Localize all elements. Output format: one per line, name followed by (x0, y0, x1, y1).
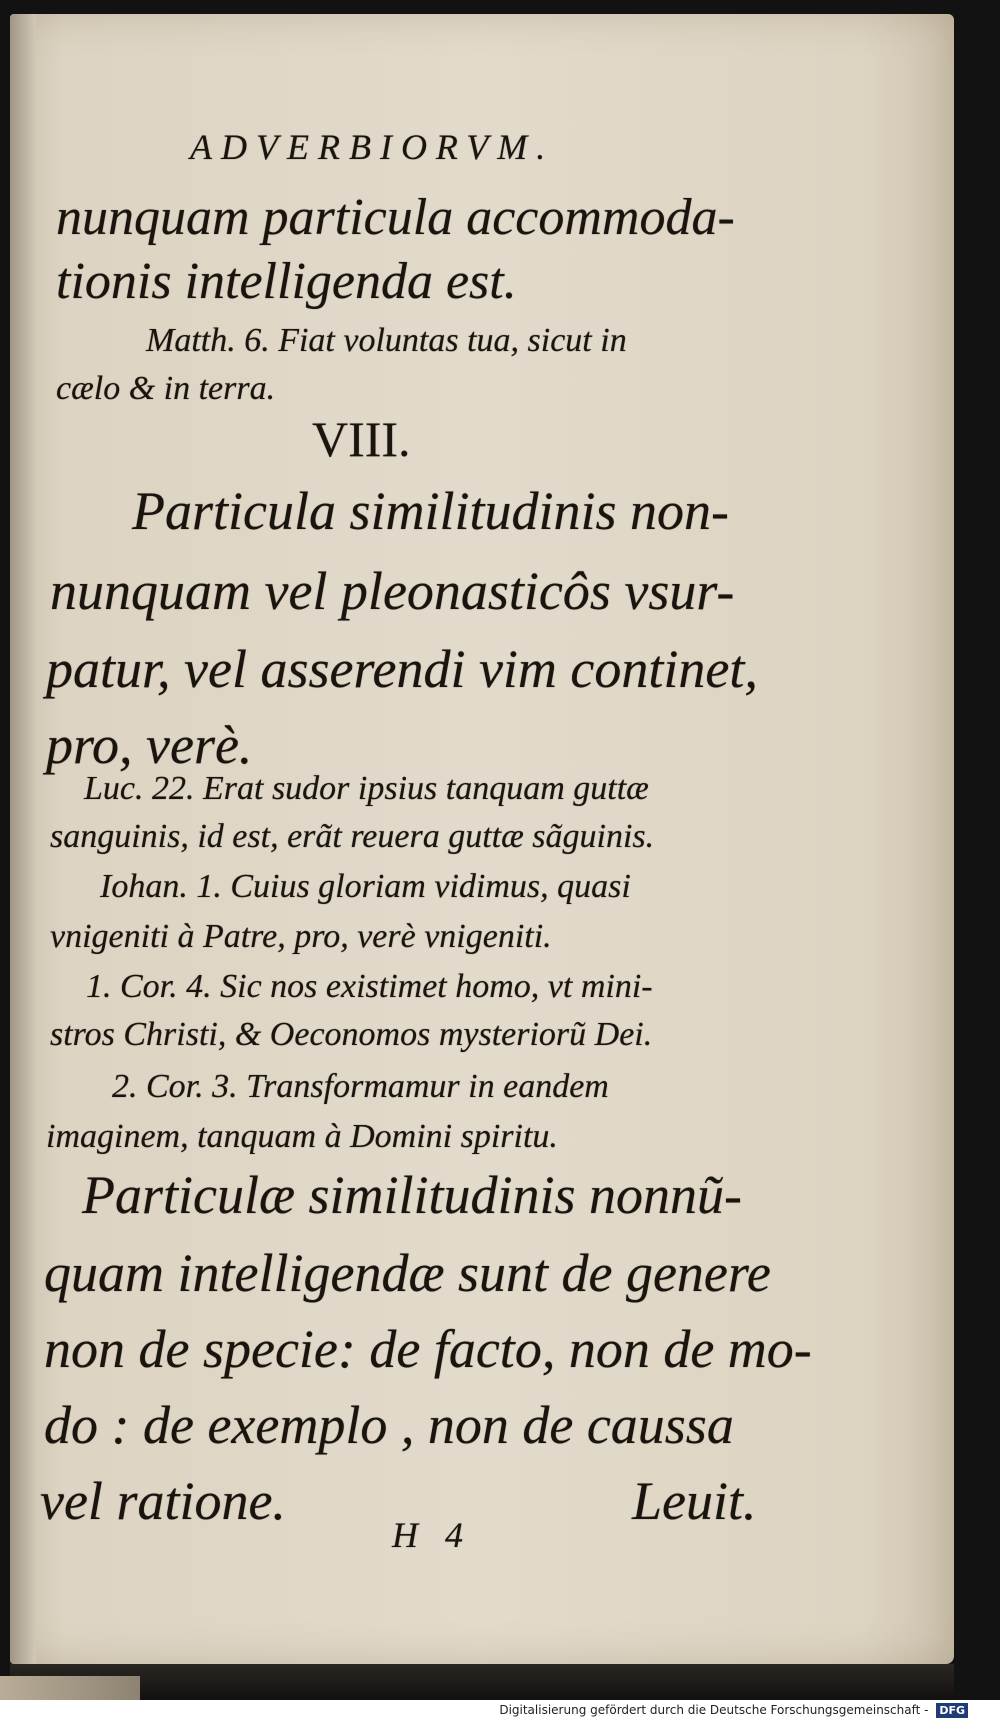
text-line: vel ratione. (40, 1471, 286, 1531)
text-line: non de specie: de facto, non de mo- (44, 1319, 812, 1379)
running-head: ADVERBIORVM. (190, 127, 555, 167)
text-line: nunquam vel pleonasticôs vsur- (50, 561, 735, 621)
signature-mark: H 4 (392, 1515, 463, 1555)
text-line: stros Christi, & Oeconomos mysteriorũ Dei. (50, 1016, 653, 1053)
dfg-logo: DFG (936, 1703, 968, 1718)
text-line: sanguinis, id est, erãt reuera guttæ sãguinis. (50, 818, 655, 855)
text-line: cælo & in terra. (56, 370, 276, 407)
binding-fragment (0, 1676, 140, 1700)
text-line: patur, vel asserendi vim continet, (46, 639, 758, 699)
text-line: Particulæ similitudinis nonnũ- (82, 1165, 743, 1225)
text-line: 1. Cor. 4. Sic nos existimet homo, vt mini- (86, 968, 653, 1005)
text-line: Particula similitudinis non- (132, 481, 730, 541)
text-line: nunquam particula accommoda- (56, 189, 735, 246)
footer-text: Digitalisierung gefördert durch die Deutsche Forschungsgemeinschaft - (499, 1703, 929, 1717)
section-numeral: VIII. (312, 411, 411, 467)
text-line: tionis intelligenda est. (56, 253, 517, 310)
text-line: Iohan. 1. Cuius gloriam vidimus, quasi (100, 868, 631, 905)
footer-credit (0, 1703, 968, 1718)
catchword: Leuit. (632, 1471, 757, 1531)
text-line: Luc. 22. Erat sudor ipsius tanquam guttæ (84, 770, 649, 807)
page-bottom-edge (10, 1664, 954, 1700)
text-line: imaginem, tanquam à Domini spiritu. (46, 1118, 558, 1155)
text-line: Matth. 6. Fiat voluntas tua, sicut in (146, 322, 627, 359)
text-line: vnigeniti à Patre, pro, verè vnigeniti. (50, 918, 552, 955)
text-line: 2. Cor. 3. Transformamur in eandem (112, 1068, 609, 1105)
text-line: do : de exemplo , non de caussa (44, 1395, 734, 1455)
text-line: pro, verè. (46, 715, 253, 775)
page-gutter (10, 14, 36, 1664)
text-line: quam intelligendæ sunt de genere (44, 1243, 771, 1303)
